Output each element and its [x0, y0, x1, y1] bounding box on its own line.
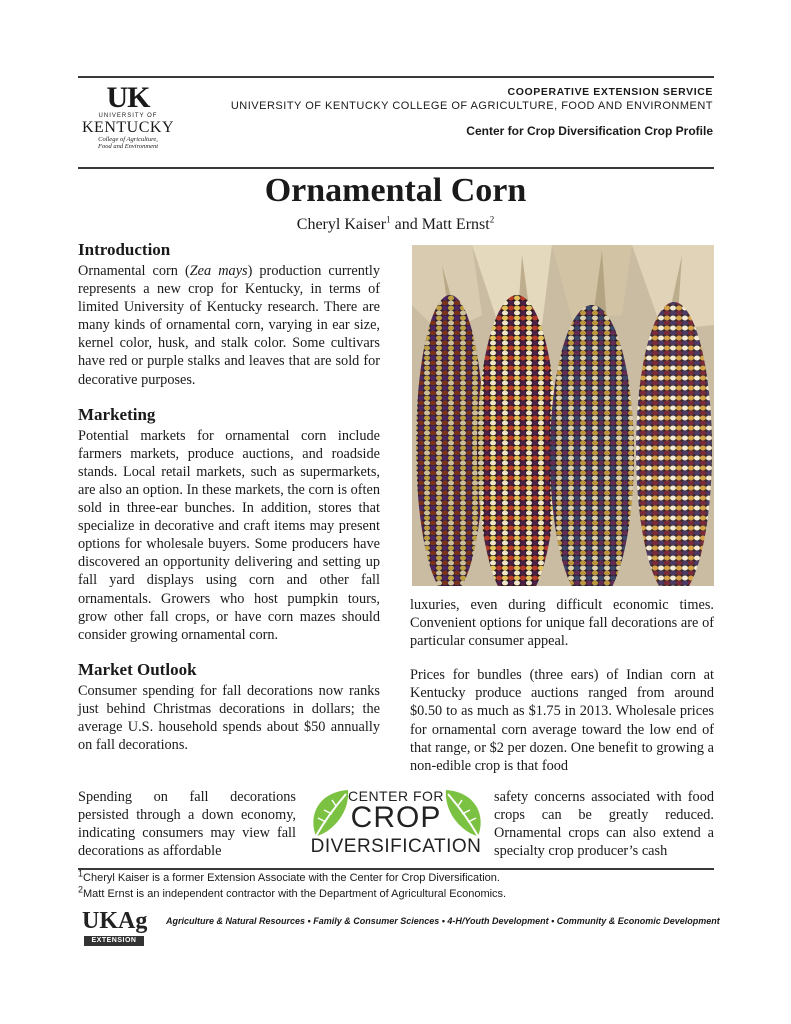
intro-text-end: ) production currently represents a new crop for Kentucky, in terms of limited University of Kentucky research. There are many kinds of ornamental corn, varying in ear size, kernel color, husk, and stalk color. Some cultivars have red or purple stalks and leaves that are sold for decorative purposes.	[78, 263, 380, 388]
ccd-logo-line2: CROP	[350, 801, 442, 834]
college-label: UNIVERSITY OF KENTUCKY COLLEGE OF AGRICULTURE, FOOD AND ENVIRONMENT	[230, 100, 713, 112]
uk-logo-kentucky: KENTUCKY	[82, 119, 174, 136]
luxuries-text: luxuries, even during difficult economic times. Convenient options for unique fall decorations are of particular consumer appeal.	[410, 597, 714, 650]
page-title: Ornamental Corn	[264, 172, 527, 209]
intro-text-start: Ornamental corn (	[78, 263, 190, 279]
uk-logo-college-line2: Food and Environment	[97, 143, 159, 150]
market-outlook-heading: Market Outlook	[78, 659, 197, 679]
introduction-heading: Introduction	[78, 240, 171, 259]
center-for-crop-diversification-logo	[306, 784, 486, 858]
intro-scientific-name: Zea mays	[189, 263, 248, 279]
authors	[0, 216, 791, 234]
ccd-logo-line1: CENTER FOR	[348, 788, 444, 804]
author-2: Matt Ernst	[421, 216, 490, 233]
footnote-1-text: Cheryl Kaiser is a former Extension Associate with the Center for Crop Diversification.	[83, 872, 500, 884]
prices-wrap-text: safety concerns associated with food crops can be greatly reduced. Ornamental crops can also extend a specialty crop producer’s cash	[494, 789, 714, 860]
footnote-2-text: Matt Ernst is an independent contractor with the Department of Agricultural Economics.	[83, 888, 507, 900]
ukag-logo-extension: EXTENSION	[84, 936, 144, 946]
program-areas: Agriculture & Natural Resources • Family & Consumer Sciences • 4-H/Youth Development • Community & Economic Development	[166, 916, 720, 926]
footnote-rule	[78, 868, 714, 870]
ornamental-corn-photo	[412, 245, 714, 586]
footnote-1	[78, 868, 500, 884]
prices-text: Prices for bundles (three ears) of Indian corn at Kentucky produce auctions ranged from around $0.50 to as much as $1.75 in 2013. Wholesale prices for ornamental corn average toward the low end of that range, or $2 per dozen. One benefit to growing a non-edible crop is that food	[410, 667, 714, 774]
author-1: Cheryl Kaiser	[296, 216, 387, 233]
market-outlook-wrap-text: Spending on fall decorations persisted through a down economy, indicating consumers may view fall decorations as affordable	[78, 789, 296, 860]
author-2-footnote-mark: 2	[489, 214, 495, 225]
uk-logo-mark: UK	[106, 81, 150, 114]
author-1-footnote-mark: 1	[386, 214, 391, 225]
ukag-extension-logo	[82, 908, 158, 948]
cooperative-extension-label: COOPERATIVE EXTENSION SERVICE	[507, 86, 713, 98]
left-column	[78, 240, 380, 754]
footnote-1-mark: 1	[78, 868, 84, 879]
right-column	[410, 596, 714, 775]
right-leaf-icon	[442, 786, 486, 840]
header-rule	[78, 167, 714, 169]
top-rule	[78, 76, 714, 78]
author-separator: and	[390, 216, 422, 233]
uk-logo-college-line1: College of Agriculture,	[98, 136, 158, 143]
ccd-logo-line3: DIVERSIFICATION	[310, 836, 482, 857]
introduction-text	[78, 262, 380, 389]
footnote-2	[78, 884, 507, 900]
marketing-heading: Marketing	[78, 404, 156, 424]
market-outlook-text: Consumer spending for fall decorations now ranks just behind Christmas decorations in dollars; the average U.S. household spends about $50 annually on fall decorations.	[78, 682, 380, 754]
uk-logo-university: UNIVERSITY OF	[98, 113, 158, 119]
ukag-logo-mark: UKAg	[82, 908, 148, 934]
uk-logo	[78, 81, 178, 156]
marketing-text: Potential markets for ornamental corn include farmers markets, produce auctions, and roadside stands. Local retail markets, such as supermarkets, are also an option. In these markets, the corn is often sold in three-ear bunches. In addition, stores that specialize in decorative and craft items may present options for wholesale buyers. Some producers have discovered an opportunity delivering and setting up fall yard displays using corn and other fall ornamentals. Growers who host pumpkin tours, grow other fall crops, or have corn mazes should consider growing ornamental corn.	[78, 427, 380, 643]
crop-profile-label: Center for Crop Diversification Crop Profile	[466, 124, 713, 138]
footnote-2-mark: 2	[78, 884, 84, 895]
